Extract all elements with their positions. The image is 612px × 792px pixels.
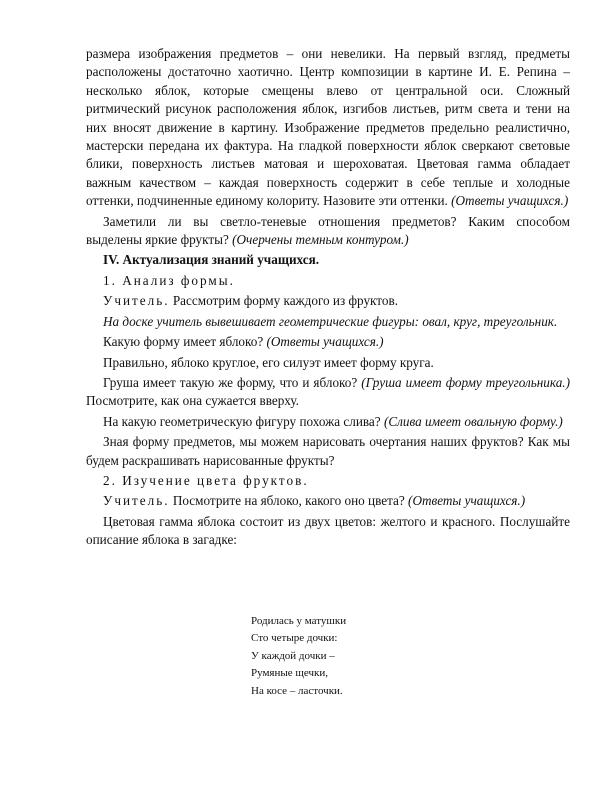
paragraph-know-shape: Зная форму предметов, мы можем нарисовать очертания наших фруктов? Как мы будем раскрашивать нарисованные фрукты?	[86, 434, 570, 468]
answer-note: (Ответы учащихся.)	[266, 334, 384, 350]
answer-note: (Ответы учащихся.)	[451, 193, 569, 209]
subsection-color-title: 2. Изучение цвета фруктов.	[103, 472, 309, 488]
speaker-label: Учитель.	[103, 493, 170, 509]
follow-up-text: Посмотрите, как она сужается вверху.	[86, 393, 299, 409]
teacher-line-form	[86, 292, 570, 310]
paragraph-text: Заметили ли вы светло-теневые отношения предметов? Каким способом выделены яркие фрукты?	[86, 213, 570, 248]
question-apple	[86, 333, 570, 351]
board-instruction: На доске учитель вывешивает геометрические фигуры: овал, круг, треугольник.	[103, 313, 558, 329]
paragraph-color-gamma: Цветовая гамма яблока состоит из двух цветов: желтого и красного. Послушайте описание яблока в загадке:	[86, 513, 570, 548]
answer-note: (Слива имеет овальную форму.)	[383, 413, 563, 429]
question-plum	[86, 413, 570, 431]
question-pear	[86, 374, 570, 411]
subsection-form-title: 1. Анализ формы.	[103, 272, 235, 288]
answer-note: (Груша имеет форму треугольника.)	[361, 374, 570, 390]
question-text: На какую геометрическую фигуру похожа слива?	[103, 413, 381, 429]
question-text: Груша имеет такую же форму, что и яблоко?	[103, 374, 358, 390]
riddle-line: У каждой дочки –	[251, 649, 335, 662]
apple-round-statement: Правильно, яблоко круглое, его силуэт имеет форму круга.	[103, 354, 434, 370]
riddle-poem	[251, 613, 346, 700]
section-heading: IV. Актуализация знаний учащихся.	[103, 252, 320, 268]
answer-note: (Очерчены темным контуром.)	[232, 232, 409, 248]
riddle-line: Родилась у матушки	[251, 615, 347, 627]
speech-text: Посмотрите на яблоко, какого оно цвета?	[172, 493, 405, 509]
answer-note: (Ответы учащихся.)	[408, 493, 526, 509]
riddle-line: Румяные щечки,	[251, 667, 328, 680]
paragraph-text: размера изображения предметов – они невелики. На первый взгляд, предметы расположены достаточно хаотично. Центр композиции в картине И. Е. Репина – несколько яблок, которые смещены влево от центральной оси. Сложный ритмический рисунок расположения яблок, изгибов листьев, ритм света и тени на них вносят движение в картину. Изображение предметов предельно реалистично, мастерски передана их фактура. На гладкой поверхности яблок сверкают световые блики, поверхность листьев матовая и шероховатая. Цветовая гамма обладает важным качеством – каждая поверхность содержит в себе теплые и холодные оттенки, подчиненные единому колориту. Назовите эти оттенки.	[86, 46, 570, 209]
riddle-line: Сто четыре дочки:	[251, 632, 338, 645]
teacher-line-color	[86, 492, 570, 510]
question-text: Какую форму имеет яблоко?	[103, 334, 264, 350]
paragraph-light-shadow	[86, 213, 570, 250]
paragraph-composition	[86, 45, 570, 211]
body-text	[86, 45, 570, 550]
riddle-line: На косе – ласточки.	[251, 684, 343, 697]
speech-text: Рассмотрим форму каждого из фруктов.	[172, 293, 398, 309]
speaker-label: Учитель.	[103, 293, 170, 309]
